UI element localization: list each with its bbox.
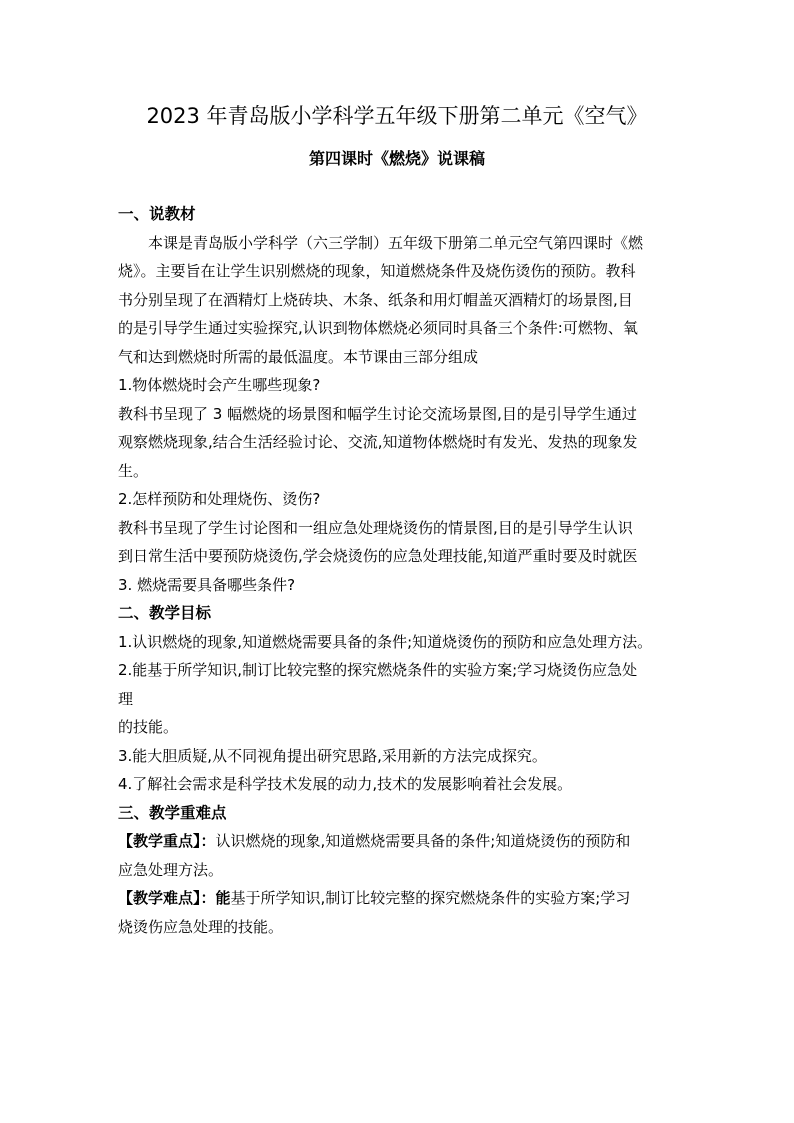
- objective-line: 3.能大胆质疑,从不同视角提出研究思路,采用新的方法完成探究。: [118, 746, 547, 765]
- key-point-label: 【教学重点】：: [118, 832, 216, 850]
- question-line: 3. 燃烧需要具备哪些条件?: [118, 575, 296, 594]
- key-point-line: [118, 827, 683, 856]
- paragraph-line: 生。: [118, 461, 149, 480]
- document-body: [118, 200, 683, 941]
- section-heading: 二、教学目标: [118, 604, 212, 622]
- paragraph-line: 本课是青岛版小学科学（六三学制）五年级下册第二单元空气第四课时《燃: [148, 233, 644, 252]
- paragraph-line: 观察燃烧现象,结合生活经验讨论、交流,知道物体燃烧时有发光、发热的现象发: [118, 433, 638, 451]
- paragraph-line: 气和达到燃烧时所需的最低温度。本节课由三部分组成: [118, 347, 479, 366]
- difficulty-line: [118, 884, 683, 913]
- key-point-line: 应急处理方法。: [118, 860, 224, 879]
- paragraph-line: 的是引导学生通过实验探究,认识到物体燃烧必须同时具备三个条件:可燃物、氧: [118, 319, 638, 337]
- question-line: 2.怎样预防和处理烧伤、烫伤?: [118, 490, 321, 508]
- paragraph-line: 书分别呈现了在酒精灯上烧砖块、木条、纸条和用灯帽盖灭酒精灯的场景图,目: [118, 290, 633, 309]
- objective-line: 4.了解社会需求是科学技术发展的动力,技术的发展影响着社会发展。: [118, 775, 573, 793]
- section-heading: 一、说教材: [118, 205, 196, 223]
- section-heading: 三、教学重难点: [118, 803, 227, 822]
- document-subtitle: 第四课时《燃烧》说课稿: [308, 149, 485, 168]
- paragraph-line: 到日常生活中要预防烧烫伤,学会烧烫伤的应急处理技能,知道严重时要及时就医: [118, 547, 638, 565]
- objective-line: 理: [118, 689, 134, 708]
- paragraph-line: 烧》。主要旨在让学生识别燃烧的现象，知道燃烧条件及烧伤烫伤的预防。教科: [118, 262, 636, 280]
- difficulty-line: 烧烫伤应急处理的技能。: [118, 917, 284, 936]
- document-title: 2023 年青岛版小学科学五年级下册第二单元《空气》: [146, 104, 648, 128]
- difficulty-text: 基于所学知识,制订比较完整的探究燃烧条件的实验方案;学习: [230, 889, 631, 907]
- objective-line: 2.能基于所学知识,制订比较完整的探究燃烧条件的实验方案;学习烧烫伤应急处: [118, 661, 638, 679]
- objective-line: 1.认识燃烧的现象,知道燃烧需要具备的条件;知道烧烫伤的预防和应急处理方法。: [118, 632, 653, 651]
- paragraph-line: 教科书呈现了学生讨论图和一组应急处理烧烫伤的情景图,目的是引导学生认识: [118, 518, 633, 537]
- difficulty-label: 【教学难点】：: [118, 889, 216, 907]
- question-line: 1.物体燃烧时会产生哪些现象?: [118, 376, 321, 394]
- difficulty-bold-char: 能: [215, 889, 231, 907]
- key-point-text: 认识燃烧的现象,知道燃烧需要具备的条件;知道烧烫伤的预防和: [215, 832, 631, 850]
- paragraph-line: 教科书呈现了 3 幅燃烧的场景图和幅学生讨论交流场景图,目的是引导学生通过: [118, 404, 637, 423]
- objective-line: 的技能。: [118, 718, 179, 736]
